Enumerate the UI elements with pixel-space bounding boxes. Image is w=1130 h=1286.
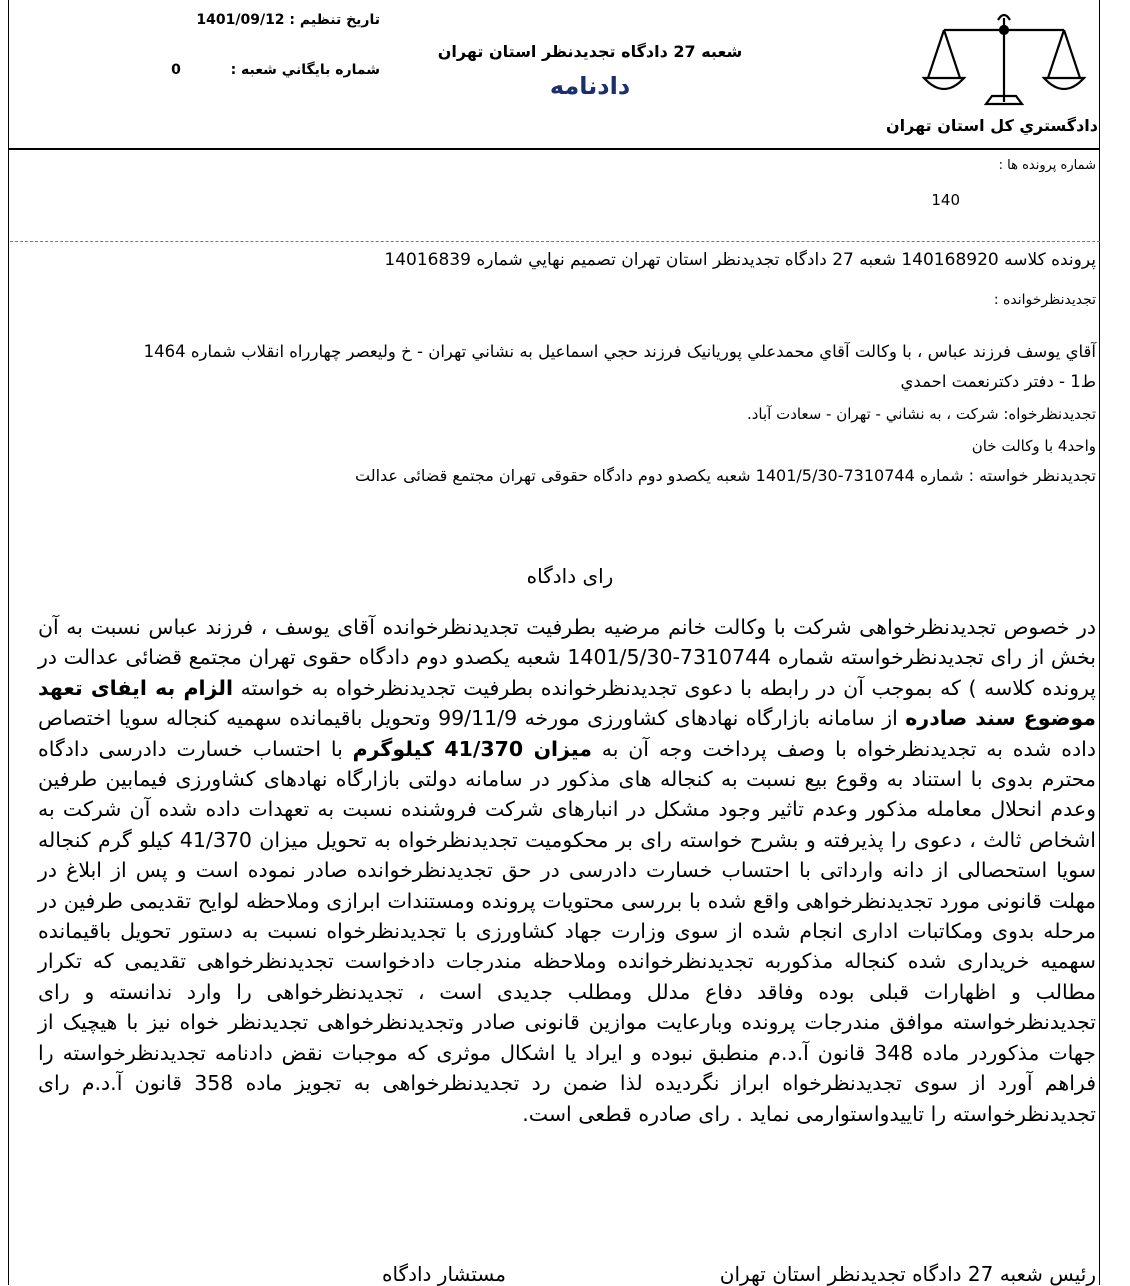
case-line: پرونده کلاسه 140168920 شعبه 27 دادگاه تجديدنظر استان تهران تصميم نهايي شماره 14016839 bbox=[384, 250, 1096, 270]
date-value: 1401/09/12 bbox=[196, 12, 285, 28]
ruling-part-3: با احتساب خسارت دادرسی دادگاه محترم بدوی با استناد به وقوع بيع نسبت به کنجاله های مذکور در سامانه دولتی بازارگاه نهادهای کشاورزی فيمابين طرفين وعدم انحلال معامله مذکور وعدم تاثير وجود مشکل در انبارهای شرکت فروشنده نسبت به تعهدات داده شده آن شرکت به اشخاص ثالث ، دعوی را پذيرفته و بشرح خواسته رای بر محکوميت تجديدنظرخواه به تحويل ميزان 41/370 کيلو گرم کنجاله سويا استحصالی از دانه وارداتی با احتساب خسارت دادرسی در حق تجديدنظرخوانده صادر نموده است و پس از ابلاغ در مهلت قانونی مورد تجديدنظرخواهی واقع شده با بررسی محتويات پرونده ومستندات ابرازی وملاحظه لوايح تقديمی طرفين در مرحله بدوی ومکاتبات اداری انجام شده از سوی وزارت جهاد کشاورزی با تجديدنظرخواه نسبت به دستور تحويل باقيمانده سهميه خريداری شده کنجاله مذکوربه تجديدنظرخوانده وملاحظه مندرجات دادخواست تجديدنظرخواهی تقديمی که تکرار مطالب و اظهارات قبلی بوده وفاقد دفاع مدلل ومطلب جديدی است ، تجديدنظرخواهی را وارد ندانسته و رای تجديدنظرخواسته موافق مندرجات پرونده وبارعايت موازين قانونی صادر وتجديدنظرخواهی تجديدنظر خواه نيز با هيچيک از جهات مذکوردر ماده 348 قانون آ.د.م منطبق نبوده و ايراد يا اشکال موثری که موجبات نقض دادنامه تجديدنظرخواسته را فراهم آورد از سوی تجديدنظرخواه ابراز نگرديده لذا ضمن رد تجديدنظرخواهی به تجويز ماده 358 قانون آ.د.م رای تجديدنظرخواسته را تاييدواستوارمی نمايد . رای صادره قطعی است. bbox=[38, 736, 1097, 1126]
appellant-attorney: واحد4 با وکالت خان bbox=[971, 437, 1096, 455]
file-number: 140 bbox=[931, 191, 960, 209]
ruling-heading: رای دادگاه bbox=[526, 564, 614, 588]
document-type: دادنامه bbox=[549, 72, 631, 100]
organization-name: دادگستري کل استان تهران bbox=[885, 116, 1098, 135]
appeal-subject: تجديدنظر خواسته : شماره 7310744-1401/5/30 شعبه يکصدو دوم دادگاه حقوقی تهران مجتمع قضائی عدالت bbox=[355, 466, 1096, 485]
archive-value: 0 bbox=[171, 62, 181, 78]
respondent-label: تجديدنظرخوانده : bbox=[993, 292, 1096, 308]
date-label: تاريخ تنظيم : bbox=[289, 12, 380, 28]
ruling-bold-claim: الزام به ايفای تعهد موضوع سند صادره bbox=[38, 675, 1096, 731]
file-numbers-label: شماره پرونده ها : bbox=[998, 158, 1096, 173]
respondent-office: ط1 - دفتر دکترنعمت احمدي bbox=[900, 372, 1096, 391]
appellant-details: تجديدنظرخواه: شرکت ، به نشاني - تهران - سعادت آباد. bbox=[746, 405, 1096, 423]
date-field bbox=[190, 12, 380, 28]
header-divider bbox=[8, 148, 1100, 150]
file-numbers-value bbox=[931, 190, 1090, 209]
scales-of-justice-icon bbox=[914, 6, 1094, 114]
president-signature: رئيس شعبه 27 دادگاه تجديدنظر استان تهران bbox=[719, 1262, 1096, 1286]
respondent-details: آقاي يوسف فرزند عباس ، با وکالت آقاي محمدعلي پوريانيک فرزند حجي اسماعيل به نشاني تهران - خ وليعصر چهارراه انقلاب شماره 1464 bbox=[143, 342, 1096, 361]
divider bbox=[10, 241, 1100, 242]
document-header bbox=[0, 0, 1130, 150]
archive-field bbox=[170, 62, 380, 78]
advisor-signature: مستشار دادگاه bbox=[381, 1262, 506, 1286]
ruling-bold-amount: ميزان 41/370 کيلوگرم bbox=[352, 736, 592, 761]
ruling-text bbox=[38, 612, 1096, 1129]
ruling-part-1: در خصوص تجديدنظرخواهی شرکت با وکالت خانم مرضيه بطرفيت تجديدنظرخوانده آقای يوسف ، فرزند عباس نسبت به آن بخش از رای تجديدنظرخواسته شماره 7310744-1401/5/30 شعبه يکصدو دوم دادگاه حقوی تهران مجتمع قضائی عدالت در پرونده کلاسه ) که بموجب آن در رابطه با دعوی تجديدنظرخوانده بطرفيت تجديدنظرخواه به خواسته bbox=[38, 615, 1096, 700]
ruling-part-2: از سامانه بازارگاه نهادهای کشاورزی مورخه 99/11/9 وتحويل باقيمانده سهميه کنجاله سويا اختصاص داده شده به تجديدنظرخواه با وصف پرداخت وجه آن به bbox=[38, 706, 1096, 761]
archive-label: شماره بايگاني شعبه : bbox=[230, 62, 380, 78]
signature-row bbox=[38, 1262, 1096, 1286]
court-name: شعبه 27 دادگاه تجديدنظر استان تهران bbox=[437, 42, 743, 61]
